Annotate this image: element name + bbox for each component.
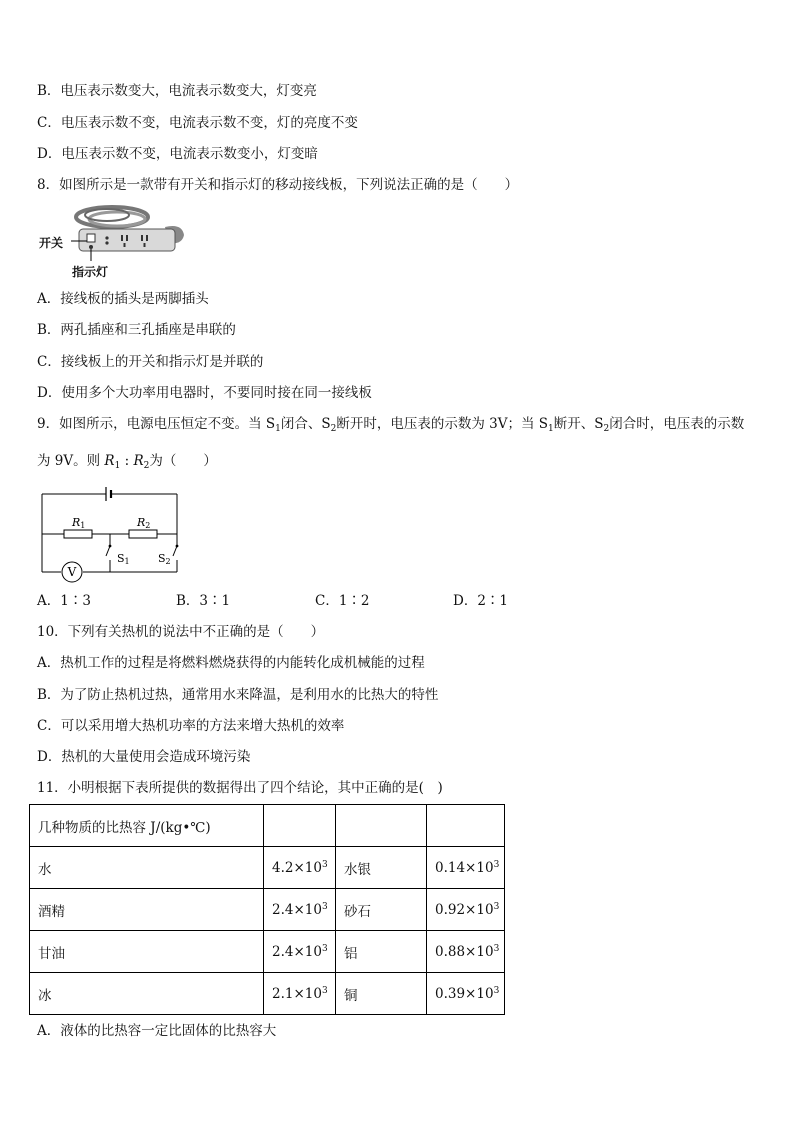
material-name: 铝 — [336, 931, 427, 973]
q7-option-d: D．电压表示数不变，电流表示数变小，灯变暗 — [37, 146, 318, 162]
q10-stem: 10．下列有关热机的说法中不正确的是（ ） — [37, 624, 325, 640]
heat-value: $4.2\times 10^3$ — [264, 847, 336, 889]
q9-stem-line2: 为 9V。则 $R_1$ : $R_2$为（ ） — [37, 453, 217, 471]
material-name: 铜 — [336, 973, 427, 1015]
material-name: 酒精 — [30, 889, 264, 931]
circuit-diagram — [37, 484, 187, 584]
q9-stem-line1: 9．如图所示，电源电压恒定不变。当 $S_1$闭合、$S_2$断开时，电压表的示数为 3V；当 $S_1$断开、$S_2$闭合时，电压表的示数 — [37, 416, 745, 434]
table-header-cell: 几种物质的比热容 J/(kg•℃) — [30, 805, 264, 847]
material-name: 甘油 — [30, 931, 264, 973]
material-name: 砂石 — [336, 889, 427, 931]
table-header-row — [30, 805, 505, 847]
table-row — [30, 973, 505, 1015]
circuit-schematic — [37, 484, 187, 584]
material-name: 水银 — [336, 847, 427, 889]
q11-stem: 11．小明根据下表所提供的数据得出了四个结论，其中正确的是( ) — [37, 780, 443, 796]
heat-value: $0.92\times 10^3$ — [427, 889, 505, 931]
q10-option-c: C．可以采用增大热机功率的方法来增大热机的效率 — [37, 718, 345, 734]
q9-option-d: D．2∶1 — [453, 593, 509, 609]
table-row — [30, 889, 505, 931]
q7-option-c: C．电压表示数不变，电流表示数不变，灯的亮度不变 — [37, 115, 358, 131]
r1-label: R1 — [72, 516, 86, 530]
heat-value: $2.1\times 10^3$ — [264, 973, 336, 1015]
q8-stem: 8．如图所示是一款带有开关和指示灯的移动接线板，下列说法正确的是（ ） — [37, 177, 519, 193]
specific-heat-table — [29, 804, 505, 1015]
material-name: 冰 — [30, 973, 264, 1015]
material-name: 水 — [30, 847, 264, 889]
q8-option-d: D．使用多个大功率用电器时，不要同时接在同一接线板 — [37, 385, 372, 401]
q8-option-a: A．接线板的插头是两脚插头 — [37, 291, 209, 307]
heat-value: $0.88\times 10^3$ — [427, 931, 505, 973]
q9-option-b: B．3∶1 — [176, 593, 231, 609]
heat-value: $0.39\times 10^3$ — [427, 973, 505, 1015]
q10-option-d: D．热机的大量使用会造成环境污染 — [37, 749, 251, 765]
q11-option-a: A．液体的比热容一定比固体的比热容大 — [37, 1023, 277, 1039]
q9-option-c: C．1∶2 — [315, 593, 370, 609]
q10-option-b: B．为了防止热机过热，通常用水来降温，是利用水的比热大的特性 — [37, 687, 439, 703]
q7-option-b: B．电压表示数变大，电流表示数变大，灯变亮 — [37, 83, 317, 99]
heat-value: $0.14\times 10^3$ — [427, 847, 505, 889]
voltmeter-symbol: V — [67, 565, 77, 579]
q8-option-c: C．接线板上的开关和指示灯是并联的 — [37, 354, 264, 370]
switch-label: 开关 — [39, 236, 64, 250]
r2-label: R2 — [137, 516, 151, 530]
table-row — [30, 931, 505, 973]
q8-option-b: B．两孔插座和三孔插座是串联的 — [37, 322, 236, 338]
q10-option-a: A．热机工作的过程是将燃料燃烧获得的内能转化成机械能的过程 — [37, 655, 425, 671]
heat-value: $2.4\times 10^3$ — [264, 889, 336, 931]
heat-value: $2.4\times 10^3$ — [264, 931, 336, 973]
s1-label: S1 — [117, 552, 130, 566]
q9-option-a: A．1∶3 — [37, 593, 91, 609]
power-strip-figure — [37, 203, 187, 281]
indicator-label: 指示灯 — [72, 265, 109, 279]
table-row — [30, 847, 505, 889]
s2-label: S2 — [158, 552, 171, 566]
